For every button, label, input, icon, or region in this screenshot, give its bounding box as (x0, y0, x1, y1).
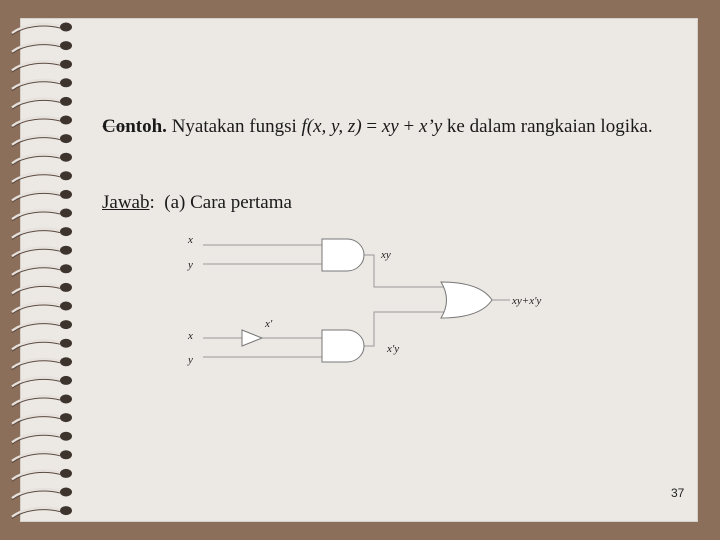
expression-term-1: xy (381, 116, 399, 137)
input-label-x2: x (188, 330, 193, 342)
or-gate (441, 282, 492, 318)
answer-method: (a) Cara pertama (164, 192, 292, 213)
output-label-not: x' (265, 318, 273, 330)
input-label-y2: y (188, 354, 193, 366)
output-label-or: xy+x'y (512, 295, 542, 307)
plus-sign: + (398, 116, 419, 137)
wire-and2-to-or (364, 312, 447, 346)
problem-text-2: ke dalam rangkaian logika. (446, 116, 653, 137)
and-gate-1 (322, 239, 364, 271)
problem-text-1: Nyatakan fungsi (171, 116, 297, 137)
input-label-y1: y (188, 259, 193, 271)
wire-and1-to-or (364, 255, 447, 287)
output-label-and2: x'y (387, 343, 400, 355)
and-gate-2 (322, 330, 364, 362)
answer-label: Jawab (102, 192, 150, 213)
not-gate (242, 330, 262, 346)
function-args: (x, y, z) (306, 116, 362, 137)
answer-colon: : (149, 192, 155, 213)
output-label-and1: xy (381, 249, 391, 261)
function-name: f (301, 116, 307, 137)
problem-label: Contoh. (102, 116, 167, 137)
equals-sign: = (361, 116, 382, 137)
expression-term-2: x’y (418, 116, 443, 137)
input-label-x1: x (188, 234, 193, 246)
page-number: 37 (671, 486, 685, 500)
